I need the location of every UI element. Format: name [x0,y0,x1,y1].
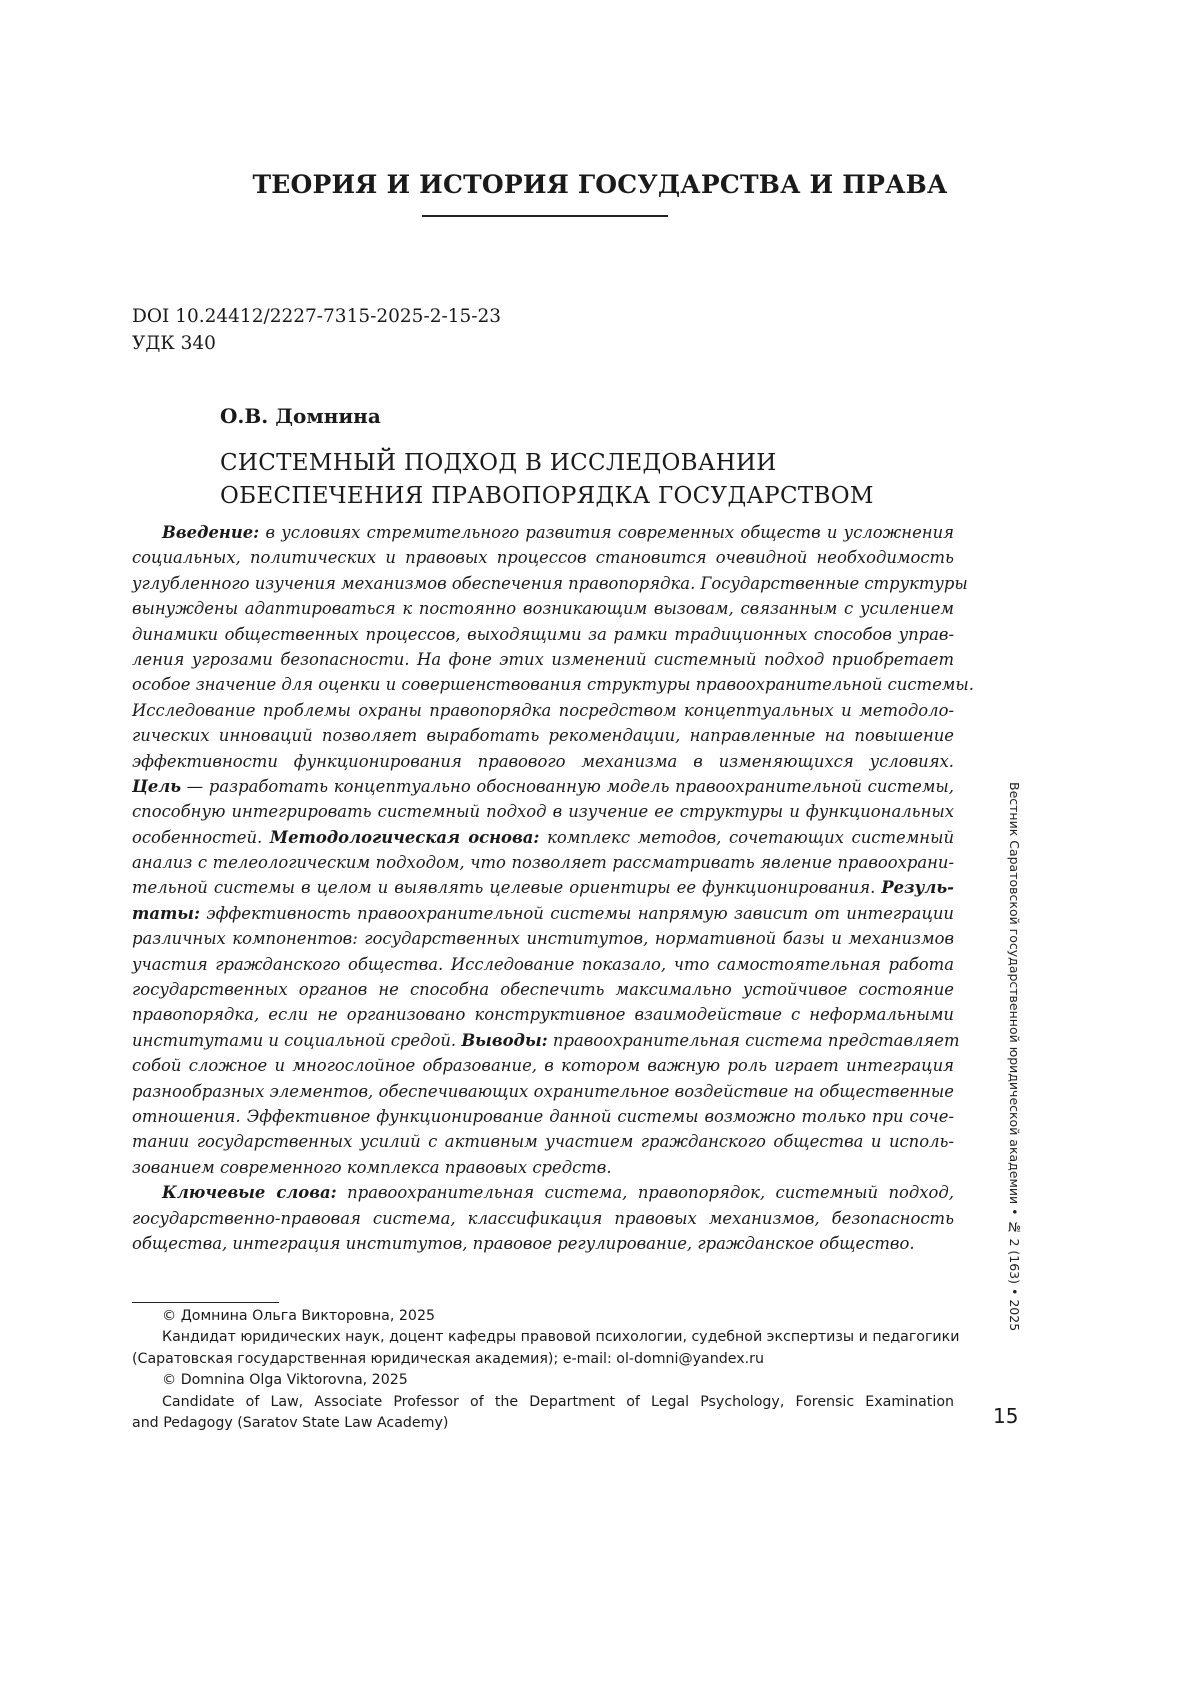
goal-label: Цель [132,776,182,796]
footnote-line: © Домнина Ольга Викторовна, 2025 [162,1308,436,1324]
abstract-line: Исследование проблемы охраны правопорядка посредством концептуальных и методоло- [132,700,954,720]
section-heading-rule [422,215,668,217]
abstract-line: Цель — разработать концептуально обоснованную модель правоохранительной системы, [132,776,954,796]
abstract-line: разнообразных элементов, обеспечивающих охранительное воздействие на общественные [132,1081,954,1101]
doi: DOI 10.24412/2227-7315-2025-2-15-23 [132,306,502,327]
section-heading: ТЕОРИЯ И ИСТОРИЯ ГОСУДАРСТВА И ПРАВА [252,170,948,199]
abstract-line: собой сложное и многослойное образование, в котором важную роль играет интеграция [132,1056,954,1076]
footnote-line: and Pedagogy (Saratov State Law Academy) [132,1415,449,1432]
abstract-line: различных компонентов: государственных институтов, нормативной базы и механизмов [132,929,954,949]
footnote-line: Candidate of Law, Associate Professor of the Department of Legal Psychology, Forensic Examination [162,1393,954,1410]
results-label: таты: [132,903,201,923]
abstract-line: государственных органов не способна обеспечить максимально устойчивое состояние [132,980,954,1000]
abstract-line: способную интегрировать системный подход в изучение ее структуры и функциональных [132,802,954,822]
article-title [220,447,874,513]
journal-sidebar: Вестник Саратовской государственной юридической академии • № 2 (163) • 2025 [1007,782,1022,1332]
abstract-line: анализ с телеологическим подходом, что позволяет рассматривать явление правоохрани- [132,853,954,873]
abstract-line: социальных, политических и правовых процессов становится очевидной необходимость [132,548,954,568]
abstract-line: динамики общественных процессов, выходящими за рамки традиционных способов управ- [132,624,954,644]
abstract-line: таты: эффективность правоохранительной системы напрямую зависит от интеграции [132,903,954,923]
method-label: Методологическая основа: [269,827,540,847]
abstract-line: вынуждены адаптироваться к постоянно возникающим вызовам, связанным с усилением [132,599,954,619]
footnote-line: (Саратовская государственная юридическая академия); e-mail: ol-domni@yandex.ru [132,1350,764,1367]
keywords-label: Ключевые слова: [162,1183,337,1203]
results-label: Резуль- [881,878,954,898]
abstract-line: особенностей. Методологическая основа: комплекс методов, сочетающих системный [132,827,955,847]
article-title-line: ОБЕСПЕЧЕНИЯ ПРАВОПОРЯДКА ГОСУДАРСТВОМ [220,483,874,509]
abstract-line: Введение: в условиях стремительного развития современных обществ и усложнения [162,523,954,542]
abstract-line: отношения. Эффективное функционирование данной системы возможно только при соче- [132,1106,954,1126]
abstract-line: эффективности функционирования правового механизма в изменяющихся условиях. [132,751,954,771]
keywords-line: государственно-правовая система, классификация правовых механизмов, безопасность [132,1208,954,1228]
abstract-line: тельной системы в целом и выявлять целевые ориентиры ее функционирования. Резуль- [132,878,954,898]
abstract-line: участия гражданского общества. Исследование показало, что самостоятельная работа [132,954,954,974]
udc: УДК 340 [132,333,216,354]
abstract [132,520,974,1256]
abstract-line: особое значение для оценки и совершенствования структуры правоохранительной системы. [132,675,974,695]
intro-label: Введение: [162,523,260,542]
abstract-line: институтами и социальной средой. Выводы: правоохранительная система представляет [132,1030,960,1050]
footnotes [132,1306,960,1434]
footnote-line: Кандидат юридических наук, доцент кафедры правовой психологии, судебной экспертизы и педагогики [162,1329,960,1346]
keywords-line: Ключевые слова: правоохранительная система, правопорядок, системный подход, [162,1183,955,1203]
conclusions-label: Выводы: [461,1030,548,1050]
abstract-line: зованием современного комплекса правовых средств. [132,1157,612,1177]
author-name: О.В. Домнина [220,404,381,428]
keywords-line: общества, интеграция институтов, правовое регулирование, гражданское общество. [132,1233,915,1253]
abstract-line: ления угрозами безопасности. На фоне этих изменений системный подход приобретает [132,649,954,669]
abstract-line: правопорядка, если не организовано конструктивное взаимодействие с неформальными [132,1005,954,1025]
article-title-line: СИСТЕМНЫЙ ПОДХОД В ИССЛЕДОВАНИИ [220,450,777,476]
abstract-line: тании государственных усилий с активным участием гражданского общества и исполь- [132,1132,954,1152]
abstract-line: углубленного изучения механизмов обеспечения правопорядка. Государственные структуры [132,573,968,593]
abstract-line: гических инноваций позволяет выработать рекомендации, направленные на повышение [132,726,954,746]
page-number: 15 [993,1404,1019,1428]
footnote-line: © Domnina Olga Viktorovna, 2025 [162,1372,408,1389]
footnote-rule [132,1302,279,1303]
